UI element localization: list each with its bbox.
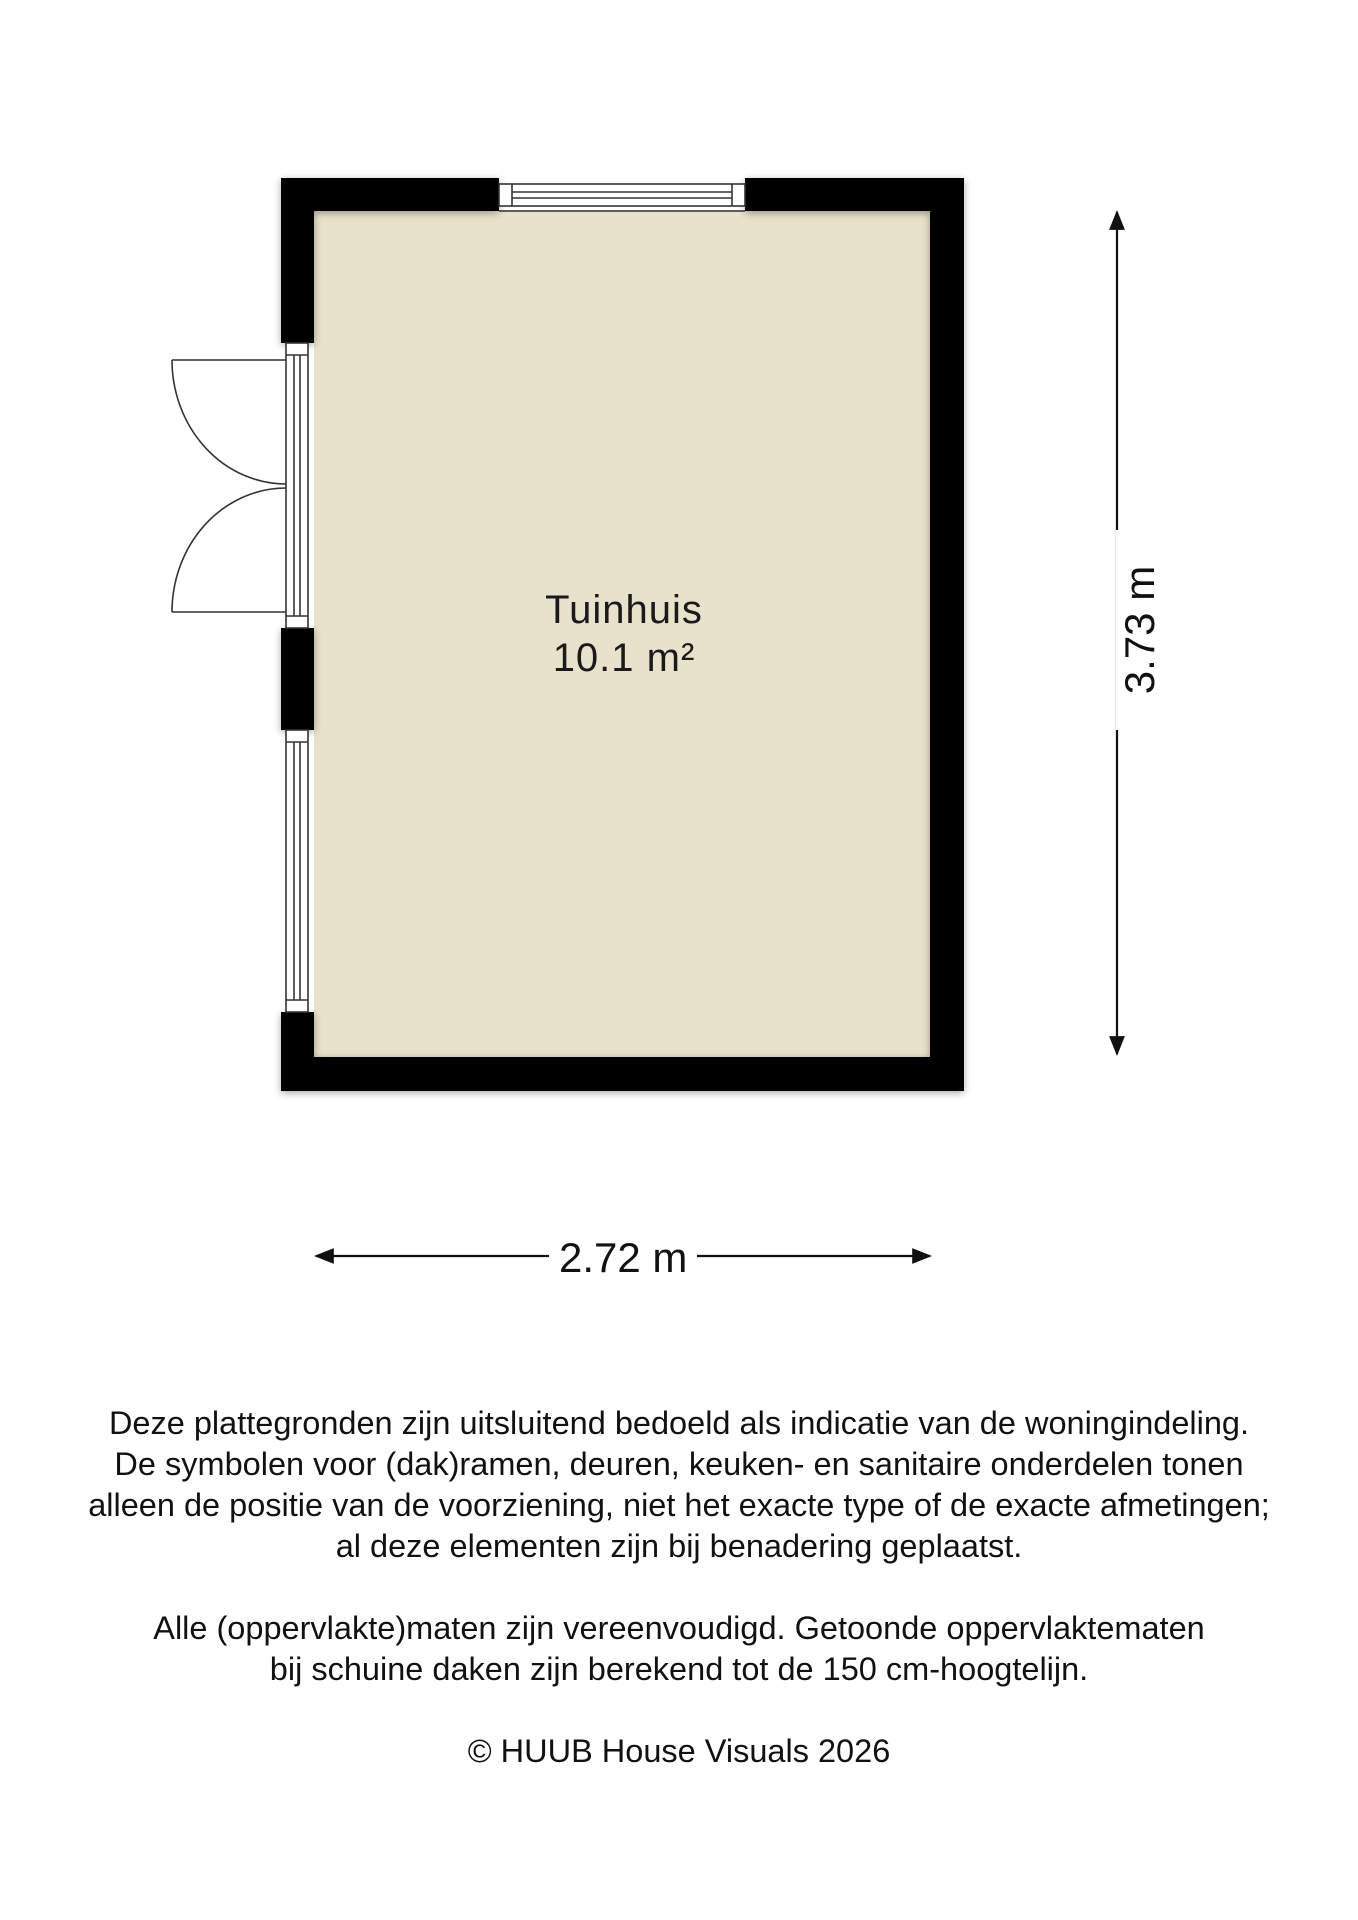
left-window <box>286 730 308 1012</box>
copyright <box>0 1731 1358 1772</box>
height-dimension-label: 3.73 m <box>1116 530 1164 730</box>
disclaimer-paragraph-2 <box>0 1608 1358 1690</box>
disclaimer-line: alleen de positie van de voorziening, niet het exacte type of de exacte afmetingen; <box>88 1487 1270 1523</box>
disclaimer-line: De symbolen voor (dak)ramen, deuren, keuken- en sanitaire onderdelen tonen <box>114 1446 1244 1482</box>
copyright-text: © HUUB House Visuals 2026 <box>467 1733 891 1769</box>
disclaimer-paragraph-1 <box>0 1403 1358 1567</box>
disclaimer-line: al deze elementen zijn bij benadering geplaatst. <box>335 1528 1023 1564</box>
room-area: 10.1 m² <box>552 636 696 680</box>
top-window <box>499 184 745 211</box>
disclaimer-line: Alle (oppervlakte)maten zijn vereenvoudigd. Getoonde oppervlaktematen <box>153 1610 1205 1646</box>
width-dimension-label: 2.72 m <box>549 1234 697 1282</box>
room-name: Tuinhuis <box>545 588 703 632</box>
disclaimer-line: Deze plattegronden zijn uitsluitend bedoeld als indicatie van de woningindeling. <box>108 1405 1250 1441</box>
disclaimer <box>0 1403 1358 1813</box>
room-floor <box>314 210 930 1057</box>
left-double-door <box>172 343 308 628</box>
disclaimer-line: bij schuine daken zijn berekend tot de 150 cm-hoogtelijn. <box>269 1651 1089 1687</box>
